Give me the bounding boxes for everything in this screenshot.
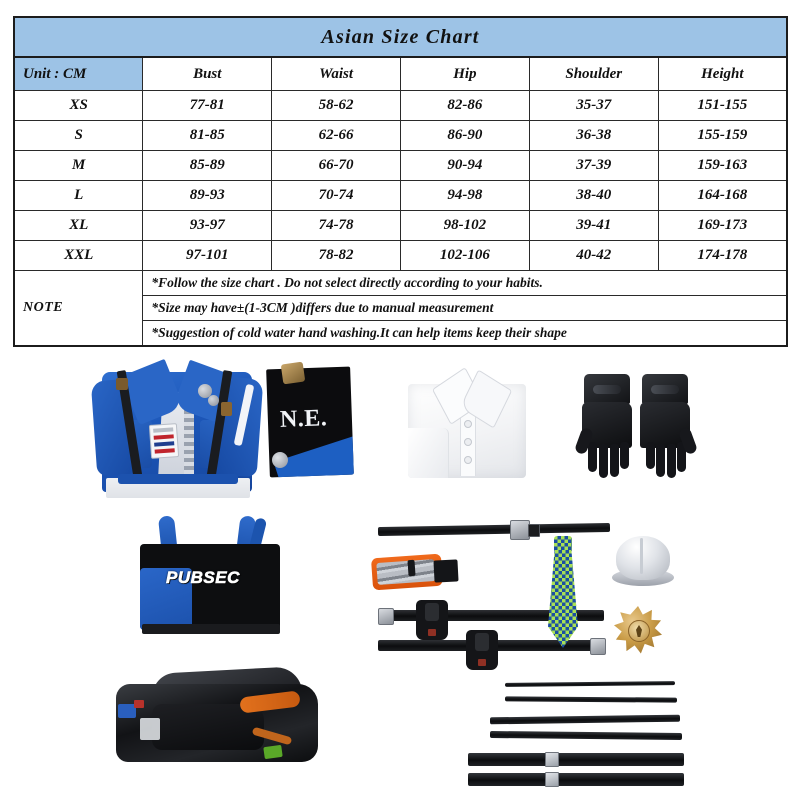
strap-item <box>490 715 680 725</box>
strap-item <box>505 696 677 702</box>
glove-finger <box>620 442 629 469</box>
row-size-label: XS <box>14 91 143 121</box>
note-line: *Follow the size chart . Do not select directly according to your habits. <box>143 271 787 296</box>
column-header-bust: Bust <box>143 57 272 91</box>
product-shirt-image <box>408 376 526 478</box>
cell-height: 151-155 <box>658 91 787 121</box>
vest-hem <box>142 624 280 634</box>
row-size-label: XL <box>14 211 143 241</box>
belt-buckle <box>510 520 530 540</box>
holster-belt-buckle-lower <box>590 638 606 655</box>
armband-velcro <box>433 559 458 582</box>
note-label: NOTE <box>14 271 143 347</box>
chart-title-row <box>14 17 787 57</box>
cell-hip: 102-106 <box>400 241 529 271</box>
strap-item <box>468 753 684 766</box>
belt-keeper <box>528 524 540 537</box>
holster-upper <box>416 600 448 640</box>
cell-waist: 58-62 <box>272 91 401 121</box>
product-tie-image <box>542 536 582 662</box>
jacket-name-badge <box>149 423 179 459</box>
strap-item <box>468 773 684 786</box>
cell-shoulder: 35-37 <box>529 91 658 121</box>
cell-waist: 74-78 <box>272 211 401 241</box>
cell-height: 174-178 <box>658 241 787 271</box>
product-bag-image <box>112 666 324 772</box>
column-header-shoulder: Shoulder <box>529 57 658 91</box>
page-title: Asian Size Chart <box>14 17 787 57</box>
cell-bust: 81-85 <box>143 121 272 151</box>
column-header-waist: Waist <box>272 57 401 91</box>
note-row <box>14 271 787 296</box>
row-size-label: XXL <box>14 241 143 271</box>
row-size-label: M <box>14 151 143 181</box>
cell-waist: 78-82 <box>272 241 401 271</box>
glove-cuff <box>642 374 688 404</box>
shirt-fold <box>408 428 449 478</box>
strap-item <box>490 731 682 740</box>
cell-height: 155-159 <box>658 121 787 151</box>
glove-finger <box>646 442 655 469</box>
size-chart-table <box>13 16 788 347</box>
armband-clasp <box>407 560 415 576</box>
glove-finger <box>656 444 665 477</box>
cell-bust: 77-81 <box>143 91 272 121</box>
note-line: *Suggestion of cold water hand washing.It can help items keep their shape <box>143 321 787 347</box>
badge-center-medallion <box>628 620 650 642</box>
row-size-label: L <box>14 181 143 211</box>
cell-shoulder: 37-39 <box>529 151 658 181</box>
helmet-ridge <box>640 538 643 574</box>
cell-shoulder: 40-42 <box>529 241 658 271</box>
jacket-disc-lower <box>208 395 219 406</box>
banner-button <box>272 452 288 468</box>
cell-hip: 86-90 <box>400 121 529 151</box>
strap-item <box>505 681 675 687</box>
size-chart-container <box>13 16 788 347</box>
column-header-height: Height <box>658 57 787 91</box>
cell-hip: 90-94 <box>400 151 529 181</box>
product-banner-image <box>268 368 352 476</box>
shirt-button <box>464 420 472 428</box>
product-vest-image <box>134 516 286 636</box>
armband-reflective-strip <box>376 559 435 585</box>
glove-finger <box>610 444 619 477</box>
tie-knot <box>554 536 572 552</box>
unit-label: Unit : CM <box>14 57 143 91</box>
cell-bust: 93-97 <box>143 211 272 241</box>
glove-left <box>582 374 632 478</box>
product-gallery <box>0 348 800 800</box>
shirt-button <box>464 456 472 464</box>
cell-hip: 98-102 <box>400 211 529 241</box>
jacket-buckle-right <box>221 402 232 416</box>
product-badge-image <box>614 606 662 654</box>
cell-waist: 66-70 <box>272 151 401 181</box>
glove-right <box>640 374 690 478</box>
cell-height: 169-173 <box>658 211 787 241</box>
row-size-label: S <box>14 121 143 151</box>
badge-emblem-icon <box>636 625 642 637</box>
banner-text: N.E. <box>279 405 328 433</box>
jacket-hem-band <box>118 474 238 484</box>
cell-bust: 85-89 <box>143 151 272 181</box>
product-armband-image <box>372 556 458 588</box>
table-row <box>14 241 787 271</box>
glove-finger <box>667 444 676 478</box>
cell-hip: 82-86 <box>400 91 529 121</box>
glove-finger <box>599 444 608 478</box>
bag-green-accent <box>263 745 282 759</box>
column-header-hip: Hip <box>400 57 529 91</box>
glove-cuff <box>584 374 630 404</box>
table-header-row <box>14 57 787 91</box>
cell-height: 159-163 <box>658 151 787 181</box>
cell-hip: 94-98 <box>400 181 529 211</box>
vest-logo-text: PUBSEC <box>166 568 240 587</box>
holster-lower <box>466 630 498 670</box>
cell-height: 164-168 <box>658 181 787 211</box>
cell-bust: 97-101 <box>143 241 272 271</box>
jacket-buckle-left <box>116 378 128 390</box>
cell-shoulder: 38-40 <box>529 181 658 211</box>
helmet-dome <box>616 536 670 580</box>
cell-shoulder: 39-41 <box>529 211 658 241</box>
product-jacket-image <box>88 358 266 503</box>
cell-waist: 62-66 <box>272 121 401 151</box>
glove-finger <box>588 442 597 472</box>
holster-belt-buckle-upper <box>378 608 394 625</box>
cell-waist: 70-74 <box>272 181 401 211</box>
shirt-button <box>464 438 472 446</box>
note-line: *Size may have±(1-3CM )differs due to manual measurement <box>143 296 787 321</box>
tie-blade <box>548 550 578 648</box>
strap-buckle <box>545 752 559 767</box>
product-belt-main <box>378 523 610 536</box>
table-row <box>14 181 787 211</box>
bag-label-patch <box>140 718 160 740</box>
table-row <box>14 211 787 241</box>
strap-buckle <box>545 772 559 787</box>
table-row <box>14 121 787 151</box>
cell-bust: 89-93 <box>143 181 272 211</box>
table-row <box>14 151 787 181</box>
product-helmet-image <box>612 536 674 590</box>
product-gloves-image <box>582 374 692 478</box>
bag-red-accent <box>134 700 144 708</box>
table-row <box>14 91 787 121</box>
cell-shoulder: 36-38 <box>529 121 658 151</box>
banner-clip <box>281 362 306 385</box>
